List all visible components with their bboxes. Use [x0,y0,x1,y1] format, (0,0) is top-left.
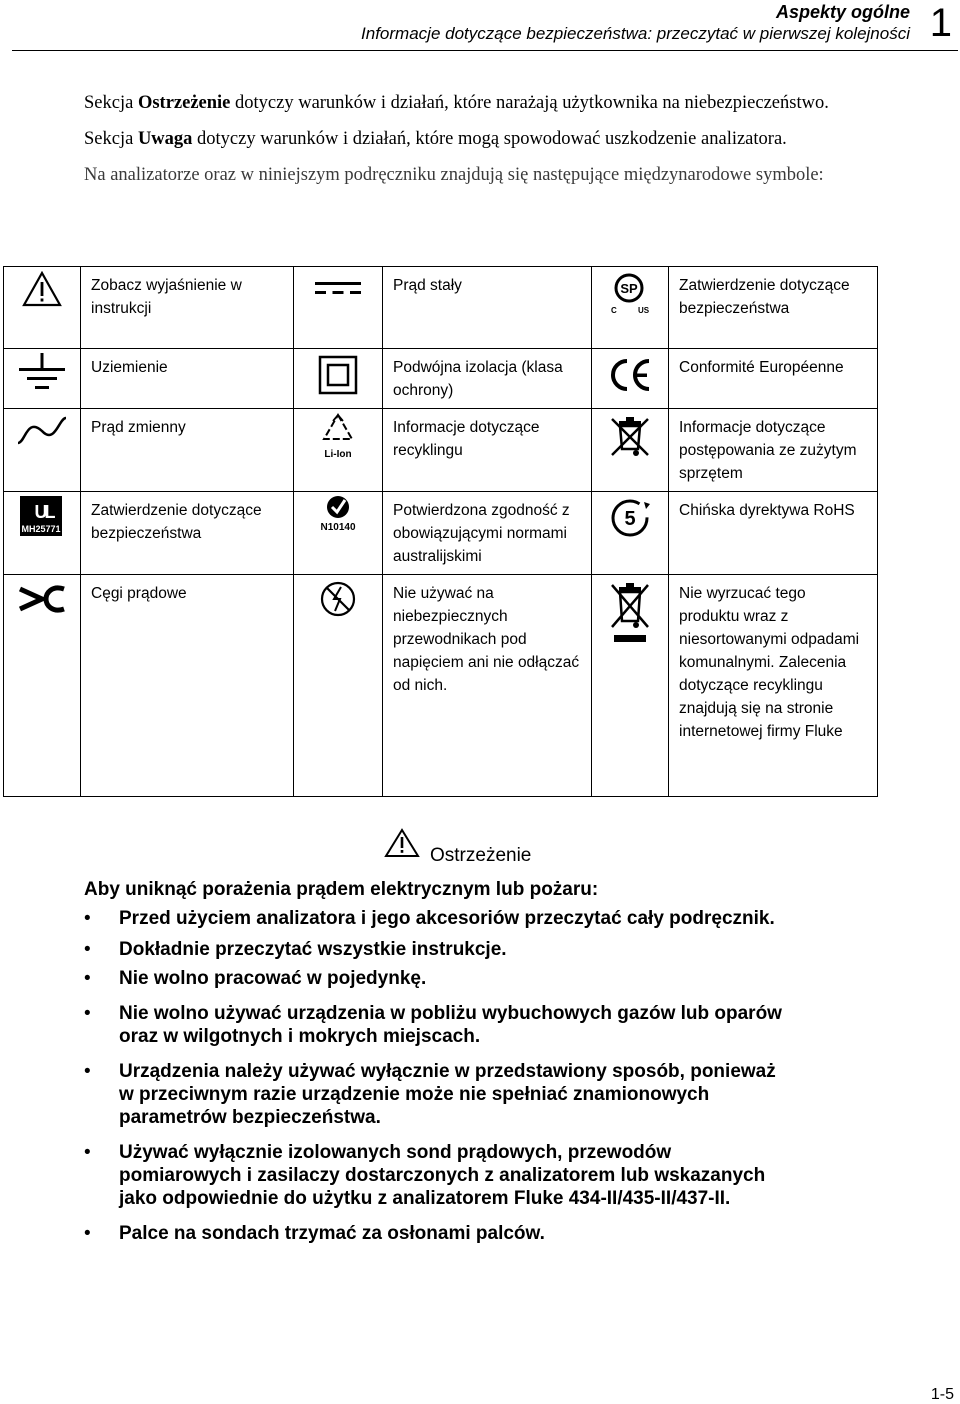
ac-current-icon [15,413,69,449]
intro-symbols-lead: Na analizatorze oraz w niniejszym podręczniku znajdują się następujące międzynarodowe symbole: [84,165,824,185]
symbol-desc: Nie wyrzucać tego produktu wraz z niesortowanymi odpadami komunalnymi. Zalecenia dotyczące recyklingu znajdują się na stronie internetowej firmy Fluke [669,575,878,797]
symbol-cell [4,267,81,349]
symbol-desc: Cęgi prądowe [81,575,294,797]
intro-warning-def: Sekcja Ostrzeżenie dotyczy warunków i działań, które narażają użytkownika na niebezpieczeństwo. [84,93,829,113]
warning-list [84,907,784,1245]
svg-text:L: L [44,502,56,522]
c-tick-icon [311,494,365,534]
table-row [4,492,878,575]
symbol-desc: Uziemienie [81,349,294,409]
symbol-cell [294,575,383,797]
dc-current-icon [313,279,363,299]
warning-title: Ostrzeżenie [430,845,532,866]
chapter-title: Aspekty ogólne [775,2,910,22]
intro-text [84,92,844,200]
symbol-desc: Potwierdzona zgodność z obowiązującymi normami australijskimi [383,492,592,575]
table-row [4,349,878,409]
symbol-cell [294,267,383,349]
recycling-icon [311,411,365,461]
list-item: • Nie wolno pracować w pojedynkę. [84,968,427,989]
symbol-desc: Informacje dotyczące recyklingu [383,409,592,492]
symbol-cell [294,492,383,575]
header-rule [12,50,958,51]
list-item: • Urządzenia należy używać wyłącznie w przedstawiony sposób, ponieważ w przeciwnym razie urządzenie może nie spełniać znamionowych parametrów bezpieczeństwa. [84,1061,776,1128]
table-row [4,409,878,492]
symbol-cell [592,492,669,575]
symbol-cell [4,349,81,409]
weee-bin-icon [608,411,652,461]
list-item: • Używać wyłącznie izolowanych sond prądowych, przewodów pomiarowych i zasilaczy dostarczonych z analizatorem lub wskazanych jako odpowiednie do użytku z analizatorem Fluke 434-II/435-II/437-II. [84,1142,766,1209]
list-item: • Nie wolno używać urządzenia w pobliżu wybuchowych gazów lub oparów oraz w wilgotnych i mokrych miejscach. [84,1003,782,1047]
symbol-cell [294,409,383,492]
chapter-number: 1 [929,1,952,45]
symbol-cell [592,575,669,797]
intro-caution-def: Sekcja Uwaga dotyczy warunków i działań, które mogą spowodować uszkodzenie analizatora. [84,129,787,149]
list-item: • Przed użyciem analizatora i jego akcesoriów przeczytać cały podręcznik. [84,908,775,929]
symbol-desc: Prąd stały [383,267,592,349]
list-item: • Palce na sondach trzymać za osłonami palców. [84,1223,545,1244]
section-title: Informacje dotyczące bezpieczeństwa: przeczytać w pierwszej kolejności [361,24,910,43]
svg-text:Li-Ion: Li-Ion [324,449,352,460]
double-insulation-icon [318,355,358,395]
symbol-desc: Prąd zmienny [81,409,294,492]
no-live-conductor-icon [318,579,358,619]
no-trash-bin-icon [606,579,654,645]
warning-triangle-icon [384,828,420,858]
list-item: • Dokładnie przeczytać wszystkie instrukcje. [84,939,507,960]
ul-mark-icon [16,494,68,538]
warning-lead: Aby uniknąć porażenia prądem elektrycznym lub pożaru: [84,879,599,900]
warning-triangle-icon [22,271,62,307]
symbol-cell [4,409,81,492]
symbol-cell [592,409,669,492]
symbol-cell [294,349,383,409]
csa-mark-icon [605,271,655,317]
table-row [4,267,878,349]
symbol-desc: Conformité Européenne [669,349,878,409]
page-number: 1-5 [930,1386,954,1403]
svg-text:U: U [34,502,48,522]
symbol-desc: Zatwierdzenie dotyczące bezpieczeństwa [81,492,294,575]
symbols-table [3,266,878,797]
symbol-desc: Zobacz wyjaśnienie w instrukcji [81,267,294,349]
ground-icon [17,353,67,393]
symbol-cell [592,349,669,409]
svg-text:5: 5 [624,508,636,530]
ce-mark-icon [607,357,653,393]
table-row [4,575,878,797]
page-header [0,0,960,52]
symbol-desc: Zatwierdzenie dotyczące bezpieczeństwa [669,267,878,349]
svg-text:C: C [611,306,617,315]
svg-text:SP: SP [620,281,638,296]
symbol-desc: Chińska dyrektywa RoHS [669,492,878,575]
current-clamp-icon [16,583,68,615]
symbol-cell [4,492,81,575]
svg-text:US: US [638,306,650,315]
symbol-cell [592,267,669,349]
symbol-desc: Nie używać na niebezpiecznych przewodnikach pod napięciem ani nie odłączać od nich. [383,575,592,797]
symbol-desc: Informacje dotyczące postępowania ze zużytym sprzętem [669,409,878,492]
symbol-cell [4,575,81,797]
svg-text:N10140: N10140 [320,522,356,533]
symbol-desc: Podwójna izolacja (klasa ochrony) [383,349,592,409]
rohs-china-icon [606,494,654,542]
svg-text:MH25771: MH25771 [21,524,61,534]
